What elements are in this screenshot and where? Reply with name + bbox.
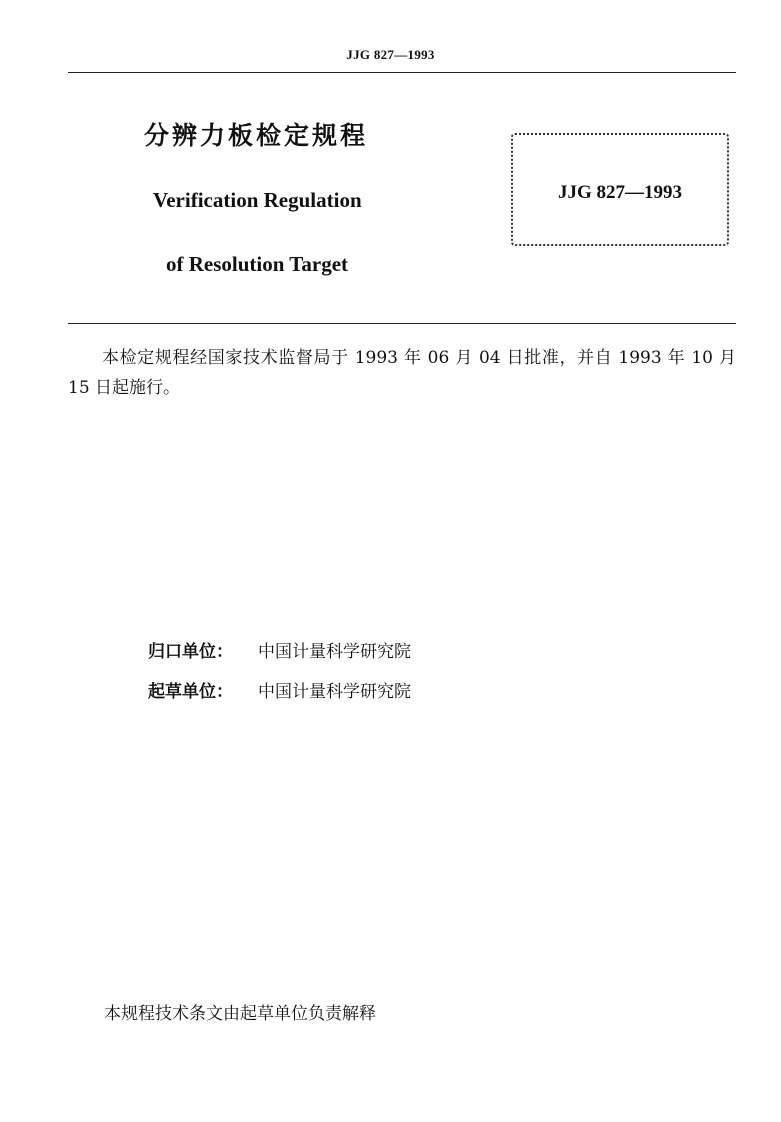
header-divider [68,72,736,73]
drafting-unit-label: 起草单位： [148,682,233,702]
drafting-unit-row [148,677,411,702]
header-standard-code: JJG 827—1993 [346,47,435,62]
responsible-unit-label: 归口单位： [148,642,233,662]
drafting-unit-value: 中国计量科学研究院 [258,682,411,702]
responsible-unit-value: 中国计量科学研究院 [258,642,411,662]
stamp-standard-code: JJG 827—1993 [557,182,683,203]
section-divider [68,323,736,324]
title-english-line1: Verification Regulation [153,188,362,212]
responsible-unit-row [148,637,411,662]
title-chinese: 分辨力板检定规程 [144,121,369,150]
title-english-line2: of Resolution Target [166,252,349,276]
approval-statement: 本检定规程经国家技术监督局于 1993 年 06 月 04 日批准，并自 1993 年 10 月 15 日起施行。 [68,348,736,398]
interpretation-note: 本规程技术条文由起草单位负责解释 [104,1004,376,1024]
